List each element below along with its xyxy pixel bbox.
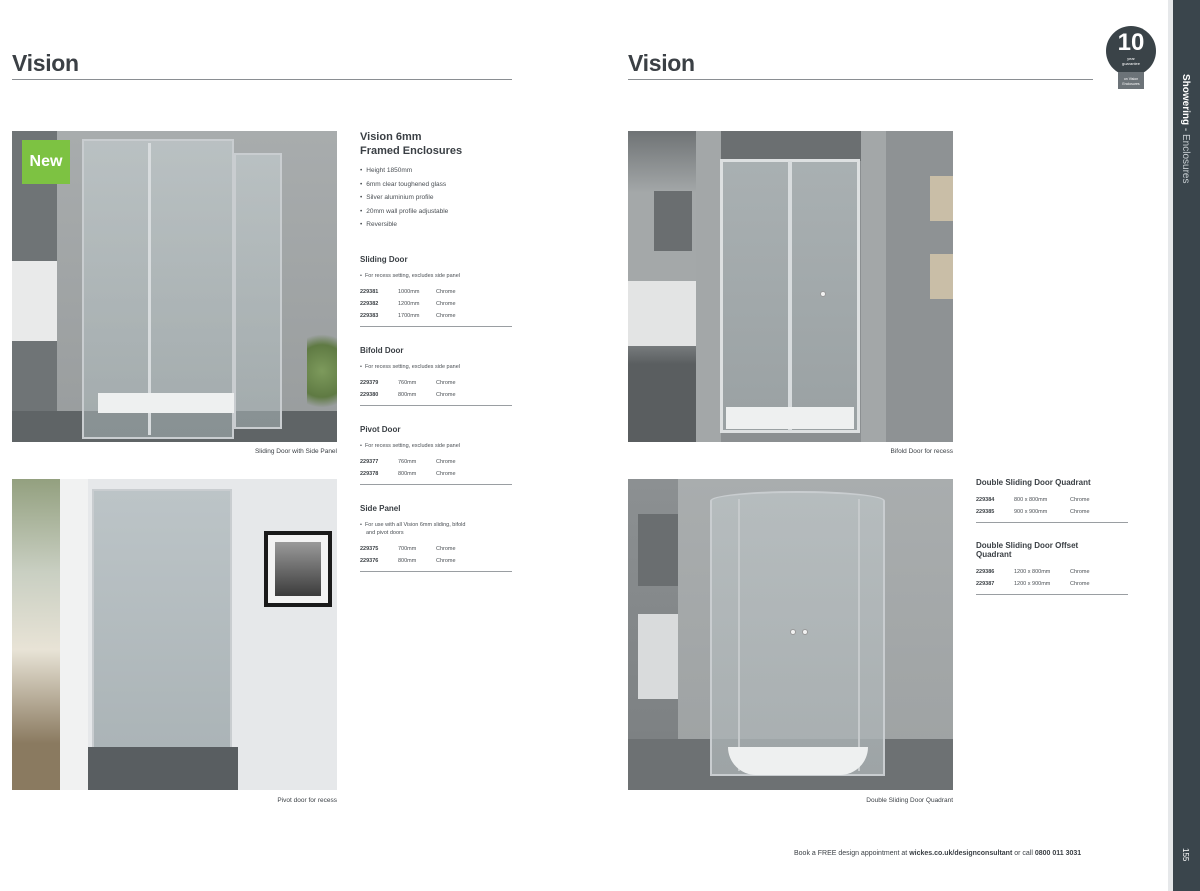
product-finish: Chrome xyxy=(436,459,456,465)
product-finish: Chrome xyxy=(436,289,456,295)
feature-item: • 6mm clear toughened glass xyxy=(360,178,512,192)
feature-item: • 20mm wall profile adjustable xyxy=(360,205,512,219)
page-number: 155 xyxy=(1181,848,1190,862)
section-note: • For recess setting, excludes side panel xyxy=(360,363,512,371)
product-size: 1200 x 900mm xyxy=(1014,581,1051,587)
product-table xyxy=(360,286,512,322)
photo-caption: Sliding Door with Side Panel xyxy=(254,448,337,455)
product-finish: Chrome xyxy=(1070,497,1090,503)
guarantee-text: guarantee xyxy=(1121,61,1140,66)
product-code: 229387 xyxy=(976,581,995,587)
table-row xyxy=(360,310,512,322)
product-code: 229384 xyxy=(976,497,995,503)
footer-text: or call xyxy=(1012,850,1035,857)
product-heading-line1: Vision 6mm xyxy=(360,131,422,143)
right-page-title: Vision xyxy=(628,50,695,76)
photo-caption: Pivot door for recess xyxy=(277,797,337,804)
table-row xyxy=(360,456,512,468)
product-code: 229375 xyxy=(360,546,379,552)
product-finish: Chrome xyxy=(1070,569,1090,575)
product-size: 800mm xyxy=(398,558,417,564)
guarantee-text: year xyxy=(1127,56,1135,61)
table-row xyxy=(976,506,1128,518)
product-code: 229381 xyxy=(360,289,379,295)
product-code: 229385 xyxy=(976,509,995,515)
note-line: and pivot doors xyxy=(366,530,404,536)
feature-item: • Reversible xyxy=(360,218,512,232)
table-row xyxy=(360,468,512,480)
photo-pivot-door xyxy=(12,479,337,790)
guarantee-badge xyxy=(1106,26,1156,89)
product-size: 1700mm xyxy=(398,313,420,319)
table-row xyxy=(360,555,512,567)
product-size: 800 x 800mm xyxy=(1014,497,1048,503)
product-size: 900 x 900mm xyxy=(1014,509,1048,515)
feature-item: • Silver aluminium profile xyxy=(360,191,512,205)
product-table xyxy=(360,543,512,567)
section-label xyxy=(1180,74,1191,183)
photo-caption: Bifold Door for recess xyxy=(890,448,953,455)
photo-quadrant xyxy=(628,479,953,790)
product-size: 760mm xyxy=(398,459,417,465)
product-size: 760mm xyxy=(398,380,417,386)
guarantee-years: 10 xyxy=(1117,29,1145,56)
product-table xyxy=(976,494,1128,518)
table-row xyxy=(976,578,1128,590)
section-divider xyxy=(360,571,512,572)
product-size: 1000mm xyxy=(398,289,420,295)
section-title xyxy=(976,541,1128,559)
section-quadrant xyxy=(976,478,1128,523)
product-code: 229378 xyxy=(360,471,379,477)
guarantee-circle xyxy=(1106,26,1156,76)
table-row xyxy=(976,566,1128,578)
product-finish: Chrome xyxy=(1070,509,1090,515)
guarantee-text: on Vision xyxy=(1123,77,1139,81)
photo-caption: Double Sliding Door Quadrant xyxy=(866,797,953,804)
product-heading xyxy=(360,130,512,158)
section-divider xyxy=(360,484,512,485)
left-page-title: Vision xyxy=(12,50,79,76)
table-row xyxy=(360,286,512,298)
section-title: Pivot Door xyxy=(360,425,401,434)
footer-text: Book a FREE design appointment at xyxy=(794,850,910,857)
section-label-sep: - xyxy=(1180,125,1191,135)
product-size: 800mm xyxy=(398,392,417,398)
product-size: 800mm xyxy=(398,471,417,477)
product-heading-line2: Framed Enclosures xyxy=(360,145,463,157)
section-note: • For recess setting, excludes side panel xyxy=(360,272,512,280)
product-size: 1200mm xyxy=(398,301,420,307)
section-title: Bifold Door xyxy=(360,346,404,355)
section-pivot-door xyxy=(360,425,512,485)
section-title: Double Sliding Door Quadrant xyxy=(976,478,1091,487)
new-badge: New xyxy=(22,140,70,184)
photo-bifold-door xyxy=(628,131,953,442)
footer-phone: 0800 011 3031 xyxy=(1034,850,1082,857)
product-size: 1200 x 800mm xyxy=(1014,569,1051,575)
table-row xyxy=(360,543,512,555)
product-table xyxy=(360,377,512,401)
footer-link[interactable]: wickes.co.uk/designconsultant xyxy=(909,850,1013,857)
section-divider xyxy=(360,405,512,406)
section-side-panel xyxy=(360,504,512,572)
product-finish: Chrome xyxy=(436,301,456,307)
right-title-rule xyxy=(628,79,1093,80)
note-line: For use with all Vision 6mm sliding, bifold xyxy=(364,522,466,528)
section-label-light: Enclosures xyxy=(1180,134,1191,184)
product-code: 229386 xyxy=(976,569,995,575)
section-title: Sliding Door xyxy=(360,255,408,264)
title-line: Quadrant xyxy=(976,550,1012,559)
product-finish: Chrome xyxy=(436,380,456,386)
product-finish: Chrome xyxy=(436,392,456,398)
table-row xyxy=(976,494,1128,506)
section-divider xyxy=(976,522,1128,523)
section-offset-quadrant xyxy=(976,541,1128,595)
product-code: 229376 xyxy=(360,558,379,564)
title-line: Double Sliding Door Offset xyxy=(976,541,1079,550)
table-row xyxy=(360,298,512,310)
footer-cta xyxy=(794,850,1081,857)
product-finish: Chrome xyxy=(1070,581,1090,587)
product-finish: Chrome xyxy=(436,558,456,564)
product-spec xyxy=(360,130,512,232)
table-row xyxy=(360,377,512,389)
section-divider xyxy=(360,326,512,327)
product-finish: Chrome xyxy=(436,313,456,319)
product-size: 700mm xyxy=(398,546,417,552)
product-finish: Chrome xyxy=(436,471,456,477)
table-row xyxy=(360,389,512,401)
left-title-rule xyxy=(12,79,512,80)
product-code: 229379 xyxy=(360,380,379,386)
product-finish: Chrome xyxy=(436,546,456,552)
section-note: • For recess setting, excludes side panel xyxy=(360,442,512,450)
feature-list xyxy=(360,164,512,232)
section-bifold-door xyxy=(360,346,512,406)
guarantee-tab xyxy=(1118,72,1144,89)
section-note xyxy=(360,521,512,537)
product-table xyxy=(360,456,512,480)
section-title: Side Panel xyxy=(360,504,401,513)
section-divider xyxy=(976,594,1128,595)
section-label-bold: Showering xyxy=(1180,74,1191,126)
guarantee-text: Enclosures xyxy=(1122,82,1140,86)
feature-item: • Height 1850mm xyxy=(360,164,512,178)
product-code: 229380 xyxy=(360,392,379,398)
product-code: 229382 xyxy=(360,301,379,307)
product-table xyxy=(976,566,1128,590)
product-code: 229377 xyxy=(360,459,379,465)
product-code: 229383 xyxy=(360,313,379,319)
section-sliding-door xyxy=(360,255,512,327)
